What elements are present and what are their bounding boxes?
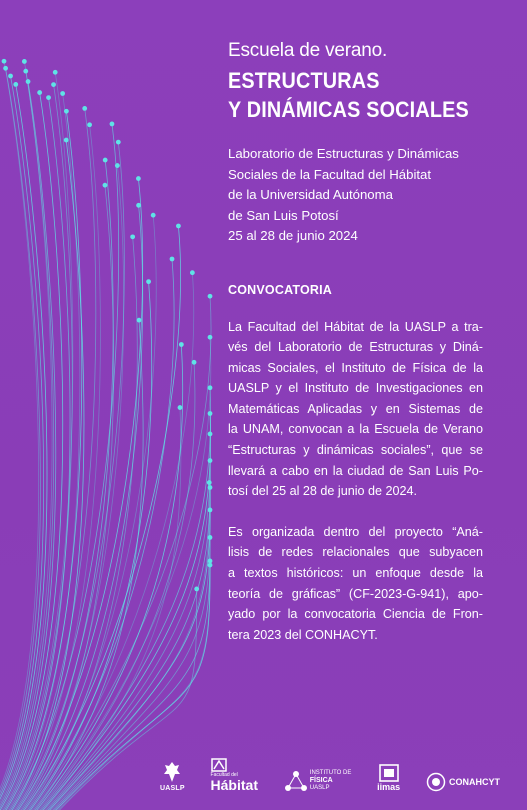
fiber-tip [176, 224, 181, 229]
fiber-strand [2, 85, 72, 810]
paragraph-line: tera 2023 del CONHACYT. [228, 627, 378, 642]
content-column [228, 38, 483, 645]
fiber-strand [9, 124, 119, 810]
fiber-tip [208, 458, 213, 463]
fiber-tip [103, 158, 108, 163]
paragraph-line: teoría de gráficas” (CF-2023-G-941), apo- [228, 586, 483, 601]
fiber-tip [110, 122, 115, 127]
fiber-tip [3, 66, 8, 71]
fiber-tip [51, 82, 56, 87]
sponsor-logos [160, 742, 500, 792]
paragraph-line: UASLP y el Instituto de Investigaciones en [228, 381, 483, 396]
fiber-tip [208, 335, 213, 340]
fiber-strand [3, 98, 70, 810]
fiber-tip [208, 535, 213, 540]
fiber-strand [27, 273, 193, 810]
fiber-tip [82, 106, 87, 111]
fiber-tip [22, 59, 27, 64]
fiber-tip [136, 176, 141, 181]
subtitle-date: 25 al 28 de junio 2024 [228, 228, 358, 243]
paragraph-line: vés del Laboratorio de Estructuras y Diná- [228, 340, 483, 355]
fiber-tip [208, 432, 213, 437]
fiber-tip [87, 122, 92, 127]
fiber-tip [64, 138, 69, 143]
fiber-tip [208, 385, 213, 390]
paragraph-line: tosí del 25 al 28 de junio de 2024. [228, 484, 418, 499]
fiber-tip [53, 70, 58, 75]
paragraph-line: llevará a cabo en la ciudad de San Luis Po- [228, 463, 483, 478]
paragraph-2 [228, 522, 483, 646]
title-line-2: Y DINÁMICAS SOCIALES [228, 97, 469, 122]
habitat-mark-icon [211, 758, 227, 772]
fiber-tip [60, 91, 65, 96]
fiber-strand [0, 82, 56, 810]
fiber-tip [46, 95, 51, 100]
subtitle-line: de la Universidad Autónoma [228, 187, 393, 202]
fiber-tip [8, 74, 13, 79]
fiber-tip [194, 587, 199, 592]
fiber-tip [179, 342, 184, 347]
paragraph-line: Matemáticas Aplicadas y en Sistemas de [228, 401, 483, 416]
paragraph-line: yado por la convocatoria Ciencia de Fron- [228, 607, 483, 622]
conahcyt-logo: CONAHCYT [426, 772, 500, 792]
paragraph-line: a textos históricos: un enfoque desde la [228, 566, 483, 581]
fiber-tip [116, 140, 121, 145]
title-line-1: ESTRUCTURAS [228, 68, 380, 93]
fiber-tip [208, 411, 213, 416]
paragraph-line: lisis de redes relacionales que subyacen [228, 545, 483, 560]
subtitle-line: Laboratorio de Estructuras y Dinámicas [228, 146, 459, 161]
fiber-strand [31, 344, 182, 810]
fiber-tip [190, 270, 195, 275]
paragraph-line: La Facultad del Hábitat de la UASLP a tra- [228, 319, 483, 334]
fiber-tip [103, 183, 108, 188]
fiber-tip [115, 163, 120, 168]
fiber-tip [2, 59, 7, 64]
fiber-tip [26, 79, 31, 84]
paragraph-line: “Estructuras y dinámicas sociales”, que se [228, 443, 483, 458]
fiber-tip [207, 480, 212, 485]
instituto-fisica-logo: INSTITUTO DE FÍSICA UASLP [284, 770, 352, 792]
uaslp-logo: UASLP [160, 761, 185, 792]
subtitle-line: de San Luis Potosí [228, 207, 339, 223]
main-title [228, 66, 489, 124]
paragraph-line: Es organizada dentro del proyecto “Aná- [228, 524, 483, 539]
fiber-tip [208, 485, 213, 490]
fiber-tip [136, 203, 141, 208]
paragraph-line: la UNAM, convocan a la Escuela de Verano [228, 422, 483, 437]
uaslp-crest-icon [163, 761, 181, 783]
fiber-tip [170, 257, 175, 262]
conahcyt-emblem-icon [426, 772, 446, 792]
iimas-mark-icon [379, 764, 399, 782]
paragraph-1 [228, 317, 483, 502]
subtitle [228, 144, 483, 247]
fiber-tip [130, 234, 135, 239]
fiber-tip [192, 360, 197, 365]
fiber-strand [33, 337, 211, 810]
fiber-tip [137, 318, 142, 323]
fiber-tip [146, 279, 151, 284]
physics-triangle-icon [284, 770, 308, 792]
paragraph-line: micas Sociales, el Instituto de Física de la [228, 360, 483, 375]
fiber-strand [1, 72, 73, 810]
pre-title: Escuela de verano. [228, 40, 388, 61]
iimas-logo: iimas [377, 764, 400, 792]
fiber-tip [208, 559, 213, 564]
subtitle-line: Sociales de la Facultad del Hábitat [228, 166, 432, 182]
habitat-logo: Facultad del Hábitat [211, 758, 258, 792]
fiber-tip [13, 82, 18, 87]
fiber-tip [23, 69, 28, 74]
section-heading: CONVOCATORIA [228, 282, 333, 297]
fiber-tip [208, 508, 213, 513]
fiber-tip [178, 405, 183, 410]
fiber-tip [151, 213, 156, 218]
fiber-tip [37, 90, 42, 95]
fiber-tip [208, 294, 213, 299]
